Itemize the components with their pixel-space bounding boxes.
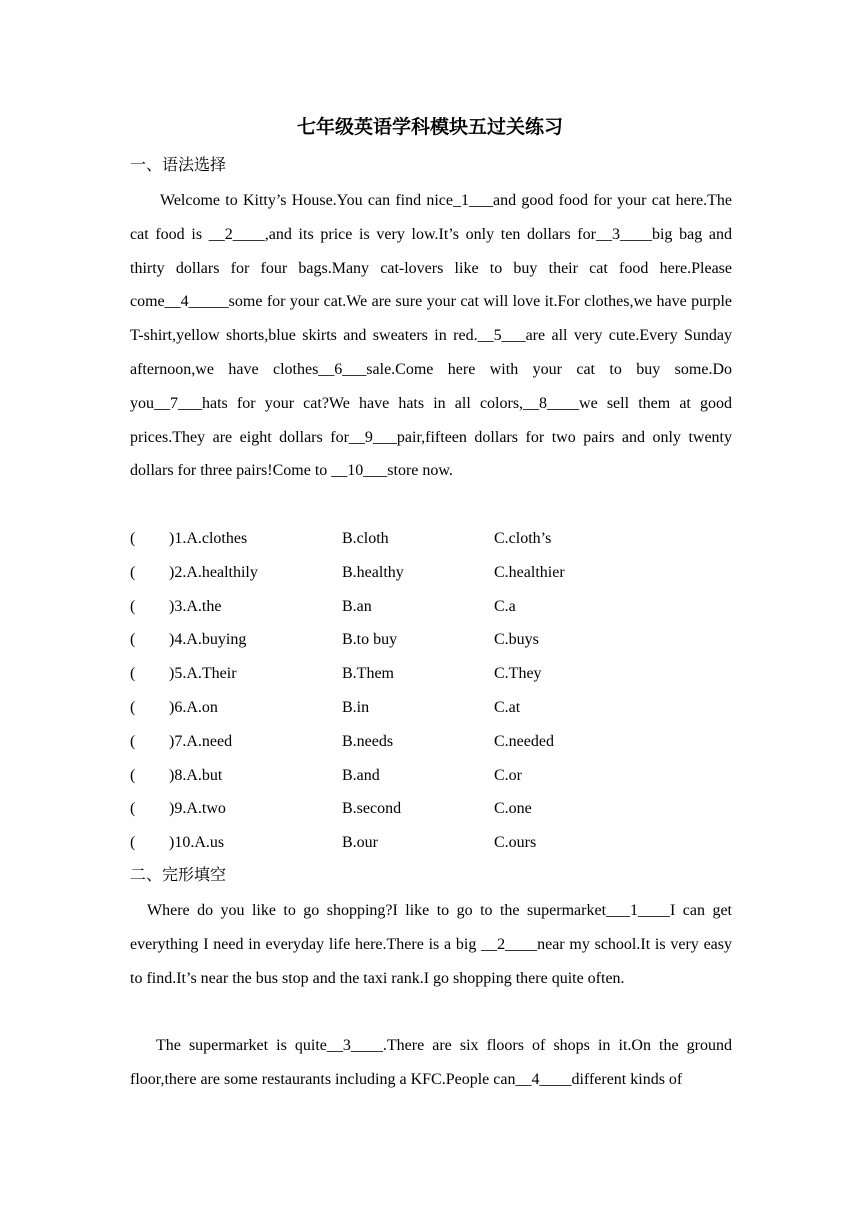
question-row bbox=[130, 691, 732, 725]
answer-paren: ( bbox=[130, 766, 136, 784]
question-row bbox=[130, 826, 732, 860]
option-a: )5.A.Their bbox=[169, 665, 237, 683]
option-c: C.at bbox=[494, 698, 521, 716]
option-b: B.our bbox=[342, 834, 378, 852]
option-a: )1.A.clothes bbox=[169, 530, 248, 547]
question-row bbox=[130, 522, 732, 556]
option-a: )6.A.on bbox=[169, 698, 218, 716]
section-heading-grammar: 一、语法选择 bbox=[130, 157, 227, 174]
question-row bbox=[130, 590, 732, 624]
option-a: )7.A.need bbox=[169, 732, 233, 750]
option-a: )8.A.but bbox=[169, 766, 223, 784]
answer-paren: ( bbox=[130, 665, 136, 683]
option-b: B.in bbox=[342, 698, 370, 716]
grammar-options-list bbox=[130, 522, 732, 860]
option-b: B.cloth bbox=[342, 530, 389, 547]
answer-paren: ( bbox=[130, 597, 136, 615]
option-c: C.They bbox=[494, 665, 542, 683]
option-c: C.a bbox=[494, 597, 516, 615]
option-b: B.Them bbox=[342, 665, 394, 683]
answer-paren: ( bbox=[130, 631, 136, 649]
option-c: C.buys bbox=[494, 631, 539, 649]
answer-paren: ( bbox=[130, 834, 136, 852]
cloze-paragraph-1: Where do you like to go shopping?I like to go to the supermarket___1____I can get everything I need in everyday life here.There is a big __2____near my school.It is very easy to find.It’s near the bus stop and the taxi rank.I go shopping there quite often. bbox=[130, 902, 732, 987]
cloze-paragraph-2: The supermarket is quite__3____.There are six floors of shops in it.On the ground floor,there are some restaurants including a KFC.People can__4____different kinds of bbox=[130, 1037, 732, 1088]
section-heading-cloze: 二、完形填空 bbox=[130, 867, 227, 884]
answer-paren: ( bbox=[130, 563, 136, 581]
option-c: C.or bbox=[494, 766, 522, 784]
option-b: B.an bbox=[342, 597, 372, 615]
option-a: )4.A.buying bbox=[169, 631, 247, 649]
question-row bbox=[130, 759, 732, 793]
option-b: B.second bbox=[342, 800, 402, 818]
answer-paren: ( bbox=[130, 732, 136, 750]
answer-paren: ( bbox=[130, 530, 136, 547]
question-row bbox=[130, 623, 732, 657]
option-c: C.one bbox=[494, 800, 532, 818]
page-title: 七年级英语学科模块五过关练习 bbox=[296, 117, 563, 138]
question-row bbox=[130, 725, 732, 759]
option-b: B.to buy bbox=[342, 631, 398, 649]
grammar-passage: Welcome to Kitty’s House.You can find nice_1___and good food for your cat here.The cat food is __2____,and its price is very low.It’s only ten dollars for__3____big bag and thirty dollars for four bags.Many cat-lovers like to buy their cat food here.Please come__4_____some for your cat.We are sure your cat will love it.For clothes,we have purple T-shirt,yellow shorts,blue skirts and sweaters in red.__5___are all very cute.Every Sunday afternoon,we have clothes__6___sale.Come here with your cat to buy some.Do you__7___hats for your cat?We have hats in all colors,__8____we sell them at good prices.They are eight dollars for__9___pair,fifteen dollars for two pairs and only twenty dollars for three pairs!Come to __10___store now. bbox=[130, 192, 732, 480]
question-row bbox=[130, 556, 732, 590]
option-b: B.healthy bbox=[342, 563, 404, 581]
option-a: )3.A.the bbox=[169, 597, 222, 615]
option-c: C.cloth’s bbox=[494, 530, 552, 547]
option-c: C.healthier bbox=[494, 563, 565, 581]
option-c: C.needed bbox=[494, 732, 554, 750]
option-a: )2.A.healthily bbox=[169, 563, 258, 581]
option-b: B.and bbox=[342, 766, 380, 784]
option-c: C.ours bbox=[494, 834, 537, 852]
question-row bbox=[130, 657, 732, 691]
question-row bbox=[130, 792, 732, 826]
option-a: )9.A.two bbox=[169, 800, 226, 818]
answer-paren: ( bbox=[130, 698, 136, 716]
answer-paren: ( bbox=[130, 800, 136, 818]
option-b: B.needs bbox=[342, 732, 394, 750]
option-a: )10.A.us bbox=[169, 834, 225, 852]
